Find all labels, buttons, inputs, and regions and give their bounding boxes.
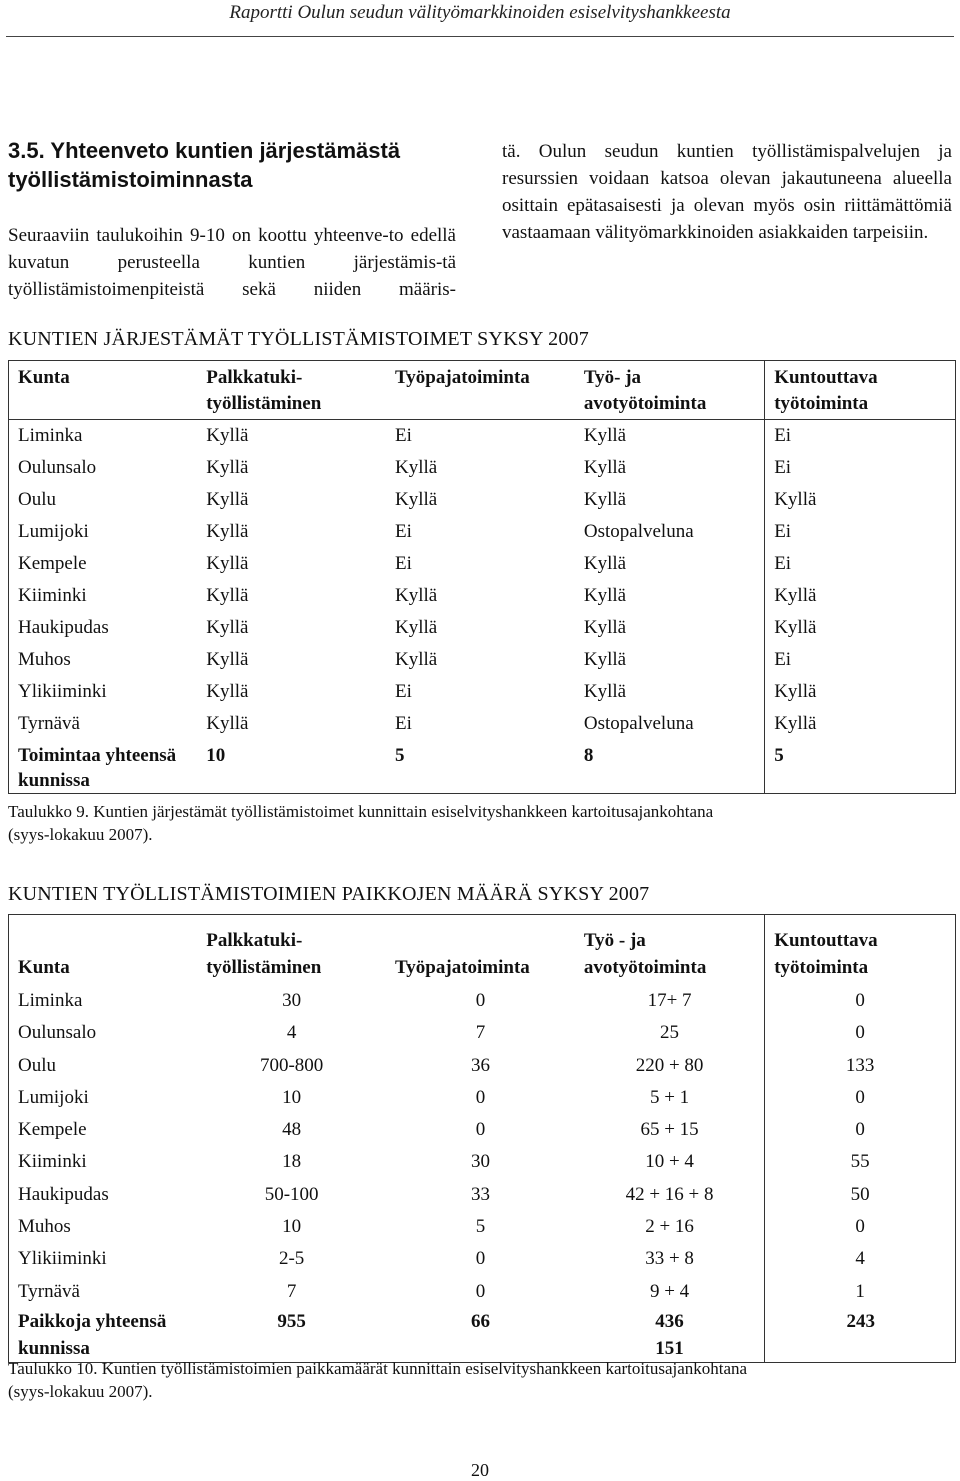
table1-total-value: 8 — [575, 740, 765, 794]
table2-value-cell: 4 — [855, 1248, 865, 1270]
table2-value-cell: 1 — [855, 1280, 865, 1302]
table1-value-cell: Kyllä — [206, 489, 249, 510]
table1-value-cell: Ei — [774, 521, 792, 542]
table2-header-cell: Työpajatoiminta — [395, 957, 530, 978]
table1-value-cell: Kyllä — [206, 681, 249, 702]
table1-value-cell: Kyllä — [774, 585, 817, 606]
table2-value-cell: 7 — [286, 1280, 297, 1302]
table1-value-cell: Kyllä — [395, 457, 438, 478]
table1-value-cell: Ei — [395, 521, 412, 542]
table2-municipality-cell: Kiiminki — [18, 1151, 87, 1173]
table1-value-cell: Ei — [774, 457, 792, 478]
table1-value-cell: Ei — [395, 681, 412, 702]
table1-municipality-cell: Tyrnävä — [18, 713, 80, 734]
table1-value-cell: Kyllä — [206, 617, 249, 638]
table2-total-value: 955 — [277, 1310, 306, 1332]
table2-header-row — [9, 915, 956, 986]
table1-total-row — [9, 740, 956, 794]
table2-value-cell: 133 — [845, 1054, 875, 1076]
table1-row — [9, 612, 956, 644]
table1-value-cell: Kyllä — [395, 585, 438, 606]
table1-value-cell: Ei — [395, 713, 412, 734]
table2-value-cell: 0 — [855, 1086, 865, 1108]
table1-municipality-cell: Liminka — [18, 425, 83, 446]
table2-value-cell: 5 + 1 — [575, 1082, 765, 1114]
table2-value-cell: 7 — [475, 1022, 486, 1044]
table2-value-cell: 48 — [282, 1119, 302, 1141]
table1-header-cell: Palkkatuki- työllistäminen — [197, 361, 386, 420]
table1-value-cell: Kyllä — [774, 681, 817, 702]
table2 — [8, 914, 956, 1363]
table1-value-cell: Kyllä — [575, 548, 765, 580]
table1-value-cell: Kyllä — [774, 489, 817, 510]
table1-value-cell: Kyllä — [774, 617, 817, 638]
table1 — [8, 360, 956, 794]
table1-value-cell: Ei — [774, 649, 792, 670]
table2-value-cell: 0 — [855, 1022, 865, 1044]
table2-row — [9, 985, 956, 1017]
table1-value-cell: Kyllä — [575, 612, 765, 644]
table2-value-cell: 17+ 7 — [575, 985, 765, 1017]
table1-value-cell: Kyllä — [395, 649, 438, 670]
table2-municipality-cell: Muhos — [18, 1216, 71, 1238]
table2-value-cell: 36 — [470, 1054, 490, 1076]
table2-value-cell: 0 — [855, 1119, 865, 1141]
table2-header-cell: Palkkatuki- työllistäminen — [206, 930, 322, 978]
table1-municipality-cell: Lumijoki — [18, 521, 89, 542]
table2-value-cell: 2-5 — [278, 1248, 305, 1270]
table1-header-cell: Kuntouttava työtoiminta — [765, 361, 956, 420]
table2-header-cell: Työ - ja avotyötoiminta — [575, 915, 765, 986]
table1-value-cell: Kyllä — [575, 644, 765, 676]
table1-value-cell: Kyllä — [206, 521, 249, 542]
table2-municipality-cell: Oulunsalo — [18, 1022, 97, 1044]
table2-value-cell: 25 — [575, 1017, 765, 1049]
table1-row — [9, 452, 956, 484]
table1-value-cell: Kyllä — [206, 585, 249, 606]
table2-value-cell: 0 — [475, 1248, 486, 1270]
table2-total-row — [9, 1308, 956, 1363]
table2-value-cell: 33 + 8 — [575, 1243, 765, 1275]
table2-value-cell: 220 + 80 — [575, 1050, 765, 1082]
table2-municipality-cell: Lumijoki — [18, 1086, 89, 1108]
table2-total-label: Paikkoja yhteensä kunnissa — [18, 1310, 167, 1359]
table1-row — [9, 548, 956, 580]
table1-header-cell: Kunta — [9, 361, 198, 420]
table1-municipality-cell: Ylikiiminki — [18, 681, 107, 702]
table1-row — [9, 676, 956, 708]
table1-row — [9, 708, 956, 740]
table1-municipality-cell: Oulunsalo — [18, 457, 97, 478]
table2-value-cell: 10 — [282, 1216, 302, 1238]
table1-value-cell: Kyllä — [206, 457, 249, 478]
table1-row — [9, 580, 956, 612]
table1-value-cell: Ei — [395, 553, 412, 574]
page-number: 20 — [471, 1460, 489, 1480]
table2-value-cell: 30 — [282, 990, 302, 1011]
table2-value-cell: 42 + 16 + 8 — [575, 1179, 765, 1211]
table2-value-cell: 65 + 15 — [575, 1114, 765, 1146]
table2-header-cell: Kuntouttava työtoiminta — [774, 930, 878, 978]
table2-value-cell: 0 — [855, 1216, 865, 1238]
table2-value-cell: 55 — [850, 1151, 870, 1173]
table1-total-value: 10 — [206, 745, 226, 766]
table2-value-cell: 0 — [475, 1086, 486, 1108]
table1-row — [9, 484, 956, 516]
table2-value-cell: 30 — [470, 1151, 490, 1173]
table1-value-cell: Ei — [774, 553, 792, 574]
table2-row — [9, 1114, 956, 1146]
table2-value-cell: 9 + 4 — [575, 1276, 765, 1308]
table1-value-cell: Ostopalveluna — [575, 516, 765, 548]
table2-value-cell: 0 — [475, 1119, 486, 1141]
header-rule — [6, 36, 954, 37]
table1-value-cell: Kyllä — [575, 484, 765, 516]
table2-value-cell: 50 — [850, 1183, 870, 1205]
table2-value-cell: 0 — [475, 1280, 486, 1302]
table1-value-cell: Ei — [395, 425, 412, 446]
table2-value-cell: 0 — [855, 990, 865, 1011]
table1-value-cell: Kyllä — [206, 649, 249, 670]
table1-value-cell: Ei — [774, 425, 792, 446]
table1-title: KUNTIEN JÄRJESTÄMÄT TYÖLLISTÄMISTOIMET SYKSY 2007 — [8, 328, 589, 350]
table1-municipality-cell: Kempele — [18, 553, 87, 574]
table1-header-cell: Työpajatoiminta — [386, 361, 575, 420]
table2-row — [9, 1050, 956, 1082]
table2-value-cell: 2 + 16 — [575, 1211, 765, 1243]
table2-municipality-cell: Tyrnävä — [18, 1280, 80, 1302]
table1-header-row — [9, 361, 956, 420]
intro-right-column: tä. Oulun seudun kuntien työllistämispalvelujen ja resurssien voidaan katsoa olevan jakautuneena alueella osittain epätasaisesti ja olevan myös osin riittämättömiä vastaamaan välityömarkkinoiden asiakkaiden tarpeisiin. — [502, 141, 952, 243]
table2-title: KUNTIEN TYÖLLISTÄMISTOIMIEN PAIKKOJEN MÄÄRÄ SYKSY 2007 — [8, 883, 650, 905]
table1-header-cell: Työ- ja avotyötoiminta — [575, 361, 765, 420]
table1-municipality-cell: Haukipudas — [18, 617, 109, 638]
table2-municipality-cell: Kempele — [18, 1119, 87, 1141]
table1-value-cell: Kyllä — [575, 420, 765, 453]
table2-value-cell: 700-800 — [259, 1054, 324, 1076]
table2-row — [9, 1243, 956, 1275]
table2-row — [9, 1211, 956, 1243]
table1-municipality-cell: Oulu — [18, 489, 56, 510]
table1-value-cell: Kyllä — [206, 553, 249, 574]
table1-value-cell: Kyllä — [395, 489, 438, 510]
table1-value-cell: Kyllä — [774, 713, 817, 734]
table2-municipality-cell: Liminka — [18, 990, 83, 1011]
table2-row — [9, 1276, 956, 1308]
table2-value-cell: 4 — [286, 1022, 297, 1044]
table1-value-cell: Kyllä — [395, 617, 438, 638]
section-title: 3.5. Yhteenveto kuntien järjestämästä työllistämistoiminnasta — [8, 138, 401, 192]
table1-value-cell: Kyllä — [206, 425, 249, 446]
table1-value-cell: Ostopalveluna — [575, 708, 765, 740]
table2-total-value: 66 — [470, 1310, 490, 1332]
table1-municipality-cell: Kiiminki — [18, 585, 87, 606]
table1-row — [9, 644, 956, 676]
table1-municipality-cell: Muhos — [18, 649, 71, 670]
table1-total-label: Toimintaa yhteensä kunnissa — [18, 745, 177, 791]
intro-left-column: Seuraaviin taulukoihin 9-10 on koottu yhteenve-to edellä kuvatun perusteella kuntien järjestämis-tä työllistämistoimenpiteistä sekä niiden määris- — [8, 225, 456, 300]
table1-total-value: 5 — [774, 745, 784, 766]
table2-header-cell: Kunta — [18, 957, 70, 978]
table1-value-cell: Kyllä — [206, 713, 249, 734]
table1-total-value: 5 — [395, 745, 405, 766]
table2-municipality-cell: Haukipudas — [18, 1183, 109, 1205]
table2-value-cell: 10 + 4 — [575, 1146, 765, 1178]
table1-row — [9, 420, 956, 453]
table2-value-cell: 5 — [475, 1216, 486, 1238]
table2-caption: Taulukko 10. Kuntien työllistämistoimien paikkamäärät kunnittain esiselvityshankkeen kartoitusajankohtana (syys-lokakuu 2007). — [8, 1359, 748, 1401]
table1-value-cell: Kyllä — [575, 676, 765, 708]
table2-value-cell: 18 — [282, 1151, 302, 1173]
table2-municipality-cell: Oulu — [18, 1054, 56, 1076]
table1-value-cell: Kyllä — [575, 580, 765, 612]
table1-value-cell: Kyllä — [575, 452, 765, 484]
running-header: Raportti Oulun seudun välityömarkkinoiden esiselvityshankkeesta — [229, 2, 731, 23]
table2-total-value: 436 151 — [575, 1308, 765, 1363]
table1-caption: Taulukko 9. Kuntien järjestämät työllistämistoimet kunnittain esiselvityshankkeen kartoitusajankohtana (syys-lokakuu 2007). — [8, 802, 714, 844]
table2-row — [9, 1179, 956, 1211]
table2-total-value: 243 — [846, 1310, 875, 1332]
table1-row — [9, 516, 956, 548]
table2-value-cell: 0 — [475, 990, 486, 1011]
table2-value-cell: 10 — [282, 1086, 302, 1108]
table2-municipality-cell: Ylikiiminki — [18, 1248, 107, 1270]
table2-value-cell: 50-100 — [264, 1183, 319, 1205]
table2-row — [9, 1146, 956, 1178]
table2-value-cell: 33 — [470, 1183, 490, 1205]
table2-row — [9, 1082, 956, 1114]
table2-row — [9, 1017, 956, 1049]
